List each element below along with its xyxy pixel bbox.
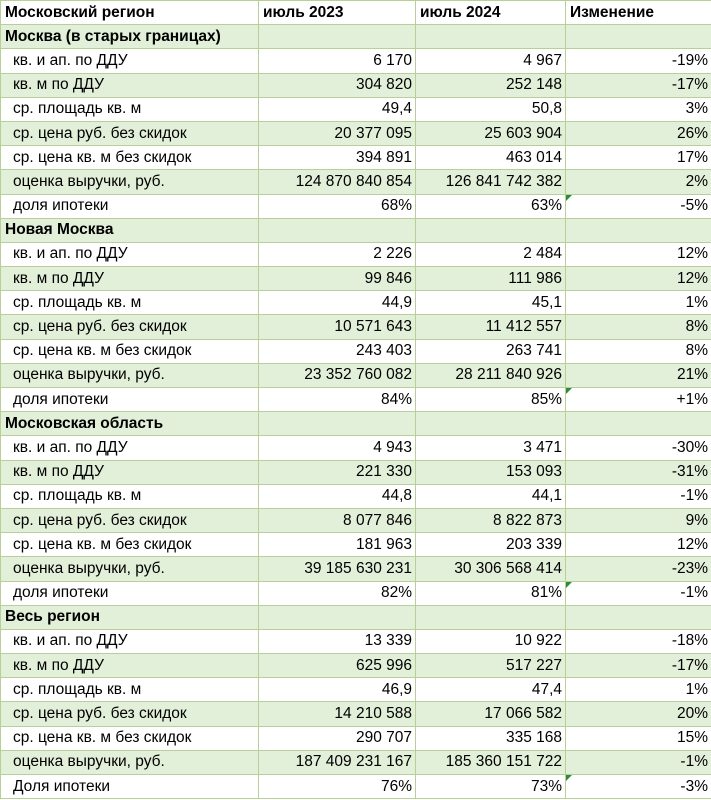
change-cell[interactable]: 8% xyxy=(566,315,711,339)
table-row xyxy=(1,73,711,97)
july-2023-cell[interactable]: 2 226 xyxy=(259,242,416,266)
metric-label-cell[interactable]: оценка выручки, руб. xyxy=(1,750,259,774)
metric-label-cell[interactable]: ср. цена кв. м без скидок xyxy=(1,146,259,170)
july-2023-cell[interactable]: 187 409 231 167 xyxy=(259,750,416,774)
july-2024-cell[interactable]: 4 967 xyxy=(416,49,566,73)
empty-cell[interactable] xyxy=(566,25,711,49)
table-row xyxy=(1,242,711,266)
metric-label-cell[interactable]: кв. и ап. по ДДУ xyxy=(1,49,259,73)
section-header-row xyxy=(1,412,711,436)
change-cell[interactable]: 15% xyxy=(566,726,711,750)
july-2023-cell[interactable]: 124 870 840 854 xyxy=(259,170,416,194)
metric-label-cell[interactable]: ср. площадь кв. м xyxy=(1,678,259,702)
july-2023-cell[interactable]: 84% xyxy=(259,388,416,412)
change-cell[interactable]: 2% xyxy=(566,170,711,194)
july-2024-cell[interactable]: 11 412 557 xyxy=(416,315,566,339)
header-row xyxy=(1,1,711,25)
change-cell[interactable]: 17% xyxy=(566,146,711,170)
july-2023-cell[interactable]: 44,8 xyxy=(259,484,416,508)
table-row xyxy=(1,436,711,460)
metric-label-cell[interactable]: ср. цена руб. без скидок xyxy=(1,508,259,532)
table-row xyxy=(1,97,711,121)
metric-label-cell[interactable]: кв. м по ДДУ xyxy=(1,654,259,678)
change-cell[interactable]: -18% xyxy=(566,629,711,653)
section-title-cell[interactable]: Новая Москва xyxy=(1,218,259,242)
header-july-2023[interactable]: июль 2023 xyxy=(259,1,416,25)
metric-label-cell[interactable]: оценка выручки, руб. xyxy=(1,363,259,387)
header-change[interactable]: Изменение xyxy=(566,1,711,25)
empty-cell[interactable] xyxy=(259,218,416,242)
table-row xyxy=(1,49,711,73)
metric-label-cell[interactable]: ср. цена руб. без скидок xyxy=(1,315,259,339)
july-2024-cell[interactable]: 111 986 xyxy=(416,267,566,291)
table-row xyxy=(1,121,711,145)
header-region[interactable]: Московский регион xyxy=(1,1,259,25)
table-row xyxy=(1,267,711,291)
section-header-row xyxy=(1,218,711,242)
table-row xyxy=(1,726,711,750)
july-2023-cell[interactable]: 14 210 588 xyxy=(259,702,416,726)
july-2024-cell[interactable]: 203 339 xyxy=(416,533,566,557)
table-row xyxy=(1,533,711,557)
metric-label-cell[interactable]: Доля ипотеки xyxy=(1,775,259,799)
section-header-row xyxy=(1,25,711,49)
section-title-cell[interactable]: Москва (в старых границах) xyxy=(1,25,259,49)
change-cell[interactable]: 12% xyxy=(566,267,711,291)
july-2023-cell[interactable]: 10 571 643 xyxy=(259,315,416,339)
july-2023-cell[interactable]: 181 963 xyxy=(259,533,416,557)
empty-cell[interactable] xyxy=(259,605,416,629)
table-row xyxy=(1,654,711,678)
july-2024-cell[interactable]: 44,1 xyxy=(416,484,566,508)
july-2023-cell[interactable]: 625 996 xyxy=(259,654,416,678)
empty-cell[interactable] xyxy=(416,412,566,436)
empty-cell[interactable] xyxy=(416,605,566,629)
july-2023-cell[interactable]: 4 943 xyxy=(259,436,416,460)
metric-label-cell[interactable]: ср. цена руб. без скидок xyxy=(1,702,259,726)
july-2024-cell[interactable]: 517 227 xyxy=(416,654,566,678)
change-cell[interactable]: -17% xyxy=(566,73,711,97)
change-cell[interactable]: 12% xyxy=(566,533,711,557)
change-cell[interactable]: 20% xyxy=(566,702,711,726)
table-row xyxy=(1,388,711,412)
july-2024-cell[interactable]: 185 360 151 722 xyxy=(416,750,566,774)
table-row xyxy=(1,702,711,726)
metric-label-cell[interactable]: ср. цена кв. м без скидок xyxy=(1,533,259,557)
july-2024-cell[interactable]: 335 168 xyxy=(416,726,566,750)
july-2024-cell[interactable]: 126 841 742 382 xyxy=(416,170,566,194)
july-2023-cell[interactable]: 290 707 xyxy=(259,726,416,750)
july-2024-cell[interactable]: 252 148 xyxy=(416,73,566,97)
metric-label-cell[interactable]: доля ипотеки xyxy=(1,388,259,412)
change-cell[interactable]: -30% xyxy=(566,436,711,460)
metric-label-cell[interactable]: оценка выручки, руб. xyxy=(1,170,259,194)
table-row xyxy=(1,775,711,799)
change-cell[interactable]: -3% xyxy=(566,775,711,799)
change-cell[interactable]: -5% xyxy=(566,194,711,218)
july-2024-cell[interactable]: 3 471 xyxy=(416,436,566,460)
july-2024-cell[interactable]: 73% xyxy=(416,775,566,799)
metric-label-cell[interactable]: ср. цена кв. м без скидок xyxy=(1,726,259,750)
change-cell[interactable]: 21% xyxy=(566,363,711,387)
change-cell[interactable]: -1% xyxy=(566,750,711,774)
july-2024-cell[interactable]: 2 484 xyxy=(416,242,566,266)
section-title-cell[interactable]: Московская область xyxy=(1,412,259,436)
july-2023-cell[interactable]: 23 352 760 082 xyxy=(259,363,416,387)
july-2023-cell[interactable]: 13 339 xyxy=(259,629,416,653)
table-row xyxy=(1,170,711,194)
metric-label-cell[interactable]: ср. площадь кв. м xyxy=(1,484,259,508)
july-2023-cell[interactable]: 6 170 xyxy=(259,49,416,73)
change-cell[interactable]: 1% xyxy=(566,291,711,315)
metric-label-cell[interactable]: ср. цена руб. без скидок xyxy=(1,121,259,145)
table-row xyxy=(1,363,711,387)
july-2024-cell[interactable]: 10 922 xyxy=(416,629,566,653)
empty-cell[interactable] xyxy=(566,605,711,629)
metric-label-cell[interactable]: ср. площадь кв. м xyxy=(1,97,259,121)
july-2023-cell[interactable]: 243 403 xyxy=(259,339,416,363)
table-row xyxy=(1,557,711,581)
empty-cell[interactable] xyxy=(416,25,566,49)
table-row xyxy=(1,460,711,484)
change-cell[interactable]: 12% xyxy=(566,242,711,266)
table-row xyxy=(1,678,711,702)
table-row xyxy=(1,315,711,339)
july-2023-cell[interactable]: 221 330 xyxy=(259,460,416,484)
metric-label-cell[interactable]: кв. м по ДДУ xyxy=(1,267,259,291)
july-2023-cell[interactable]: 46,9 xyxy=(259,678,416,702)
july-2023-cell[interactable]: 20 377 095 xyxy=(259,121,416,145)
empty-cell[interactable] xyxy=(259,412,416,436)
table-row xyxy=(1,508,711,532)
july-2023-cell[interactable]: 39 185 630 231 xyxy=(259,557,416,581)
change-cell[interactable]: -19% xyxy=(566,49,711,73)
change-cell[interactable]: 1% xyxy=(566,678,711,702)
header-july-2024[interactable]: июль 2024 xyxy=(416,1,566,25)
table-row xyxy=(1,194,711,218)
july-2024-cell[interactable]: 45,1 xyxy=(416,291,566,315)
metric-label-cell[interactable]: ср. цена кв. м без скидок xyxy=(1,339,259,363)
july-2024-cell[interactable]: 47,4 xyxy=(416,678,566,702)
july-2023-cell[interactable]: 304 820 xyxy=(259,73,416,97)
july-2024-cell[interactable]: 81% xyxy=(416,581,566,605)
empty-cell[interactable] xyxy=(416,218,566,242)
metric-label-cell[interactable]: ср. площадь кв. м xyxy=(1,291,259,315)
july-2023-cell[interactable]: 76% xyxy=(259,775,416,799)
july-2023-cell[interactable]: 8 077 846 xyxy=(259,508,416,532)
july-2024-cell[interactable]: 50,8 xyxy=(416,97,566,121)
metric-label-cell[interactable]: кв. м по ДДУ xyxy=(1,460,259,484)
table-row xyxy=(1,484,711,508)
metric-label-cell[interactable]: кв. м по ДДУ xyxy=(1,73,259,97)
change-cell[interactable]: 3% xyxy=(566,97,711,121)
table-row xyxy=(1,629,711,653)
july-2024-cell[interactable]: 25 603 904 xyxy=(416,121,566,145)
july-2024-cell[interactable]: 85% xyxy=(416,388,566,412)
metric-label-cell[interactable]: кв. и ап. по ДДУ xyxy=(1,436,259,460)
july-2023-cell[interactable]: 394 891 xyxy=(259,146,416,170)
change-cell[interactable]: 26% xyxy=(566,121,711,145)
table-row xyxy=(1,750,711,774)
metric-label-cell[interactable]: кв. и ап. по ДДУ xyxy=(1,242,259,266)
change-cell[interactable]: +1% xyxy=(566,388,711,412)
metric-label-cell[interactable]: кв. и ап. по ДДУ xyxy=(1,629,259,653)
july-2024-cell[interactable]: 17 066 582 xyxy=(416,702,566,726)
july-2024-cell[interactable]: 263 741 xyxy=(416,339,566,363)
empty-cell[interactable] xyxy=(566,412,711,436)
table-row xyxy=(1,581,711,605)
table-row xyxy=(1,146,711,170)
july-2023-cell[interactable]: 82% xyxy=(259,581,416,605)
change-cell[interactable]: 9% xyxy=(566,508,711,532)
july-2024-cell[interactable]: 28 211 840 926 xyxy=(416,363,566,387)
table-row xyxy=(1,339,711,363)
july-2023-cell[interactable]: 68% xyxy=(259,194,416,218)
july-2023-cell[interactable]: 44,9 xyxy=(259,291,416,315)
july-2023-cell[interactable]: 49,4 xyxy=(259,97,416,121)
change-cell[interactable]: 8% xyxy=(566,339,711,363)
metric-label-cell[interactable]: доля ипотеки xyxy=(1,194,259,218)
metric-label-cell[interactable]: оценка выручки, руб. xyxy=(1,557,259,581)
change-cell[interactable]: -17% xyxy=(566,654,711,678)
section-title-cell[interactable]: Весь регион xyxy=(1,605,259,629)
metric-label-cell[interactable]: доля ипотеки xyxy=(1,581,259,605)
july-2024-cell[interactable]: 463 014 xyxy=(416,146,566,170)
change-cell[interactable]: -1% xyxy=(566,581,711,605)
empty-cell[interactable] xyxy=(566,218,711,242)
table-body xyxy=(1,25,711,799)
change-cell[interactable]: -1% xyxy=(566,484,711,508)
section-header-row xyxy=(1,605,711,629)
july-2024-cell[interactable]: 153 093 xyxy=(416,460,566,484)
july-2024-cell[interactable]: 8 822 873 xyxy=(416,508,566,532)
change-cell[interactable]: -31% xyxy=(566,460,711,484)
july-2024-cell[interactable]: 30 306 568 414 xyxy=(416,557,566,581)
empty-cell[interactable] xyxy=(259,25,416,49)
july-2024-cell[interactable]: 63% xyxy=(416,194,566,218)
change-cell[interactable]: -23% xyxy=(566,557,711,581)
table-row xyxy=(1,291,711,315)
july-2023-cell[interactable]: 99 846 xyxy=(259,267,416,291)
